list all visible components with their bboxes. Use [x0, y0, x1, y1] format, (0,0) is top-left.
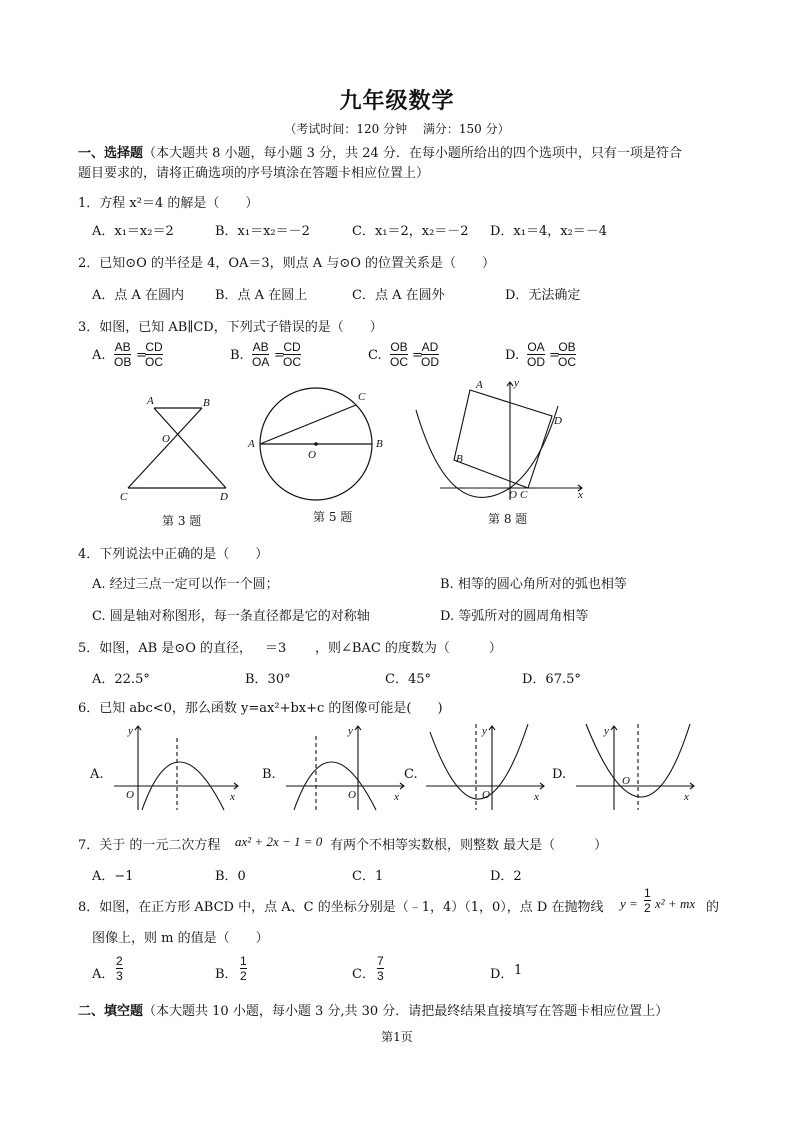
denominator: OC [390, 355, 408, 369]
question-8-stem-mid: 的 [706, 900, 720, 915]
q5-option-a: A．22.5° [92, 672, 150, 687]
axis-label: x [534, 791, 539, 803]
q6-option-d-letter: D. [552, 767, 567, 782]
figure-3-label: D [220, 491, 228, 503]
q8-option-d-value: 1 [514, 963, 523, 978]
numerator: 7 [377, 954, 384, 968]
denominator: OC [558, 355, 576, 369]
figure-8-label: O [509, 489, 517, 501]
q8-eq-fraction [644, 886, 651, 915]
q4-option-c: C. 圆是轴对称图形，每一条直径都是它的对称轴 [92, 609, 370, 624]
figure-8-label: C [520, 489, 528, 501]
question-1-stem: 1．方程 x²＝4 的解是（ ） [78, 196, 259, 211]
section2-heading: 二、填空题 [78, 1004, 144, 1019]
q7-option-c: C．1 [352, 869, 384, 884]
question-7-stem-end: 有两个不相等实数根，则整数 最大是（ ） [330, 838, 608, 853]
q7-option-d: D．2 [490, 869, 522, 884]
section2-desc: （本大题共 10 小题，每小题 3 分,共 30 分．请把最终结果直接填写在答题卡相应位置上） [143, 1004, 669, 1019]
equals-sign: = [136, 348, 147, 363]
question-3-stem: 3．如图，已知 AB∥CD，下列式子错误的是（ ） [78, 320, 383, 335]
axis-label: y [482, 725, 487, 737]
question-7-stem-start: 7．关于 的一元二次方程 [78, 838, 221, 853]
q3-option-a-fraction-2 [145, 340, 163, 369]
q5-option-b: B．30° [245, 672, 291, 687]
axis-label: y [604, 725, 609, 737]
figure-8-label: A [476, 379, 483, 391]
numerator: OB [390, 340, 408, 354]
numerator: 2 [116, 954, 123, 968]
section1-desc-line1: （本大题共 8 小题，每小题 3 分，共 24 分．在每小题所给出的四个选项中，只有一项是符合 [143, 146, 682, 161]
figure-8-caption: 第 8 题 [488, 512, 528, 526]
figure-5-caption: 第 5 题 [313, 510, 353, 524]
axis-label: x [394, 791, 399, 803]
q1-option-b: B．x₁＝x₂＝－2 [215, 224, 310, 239]
exam-info: （考试时间：120 分钟 满分：150 分） [284, 122, 510, 136]
figure-8-label: D [554, 415, 562, 427]
axis-label: y [348, 725, 353, 737]
figure-3-label: C [120, 491, 128, 503]
numerator: 1 [644, 886, 651, 900]
figure-3-diagram [110, 388, 250, 508]
figure-3-label: B [203, 397, 210, 409]
figure-5-label: O [308, 449, 316, 461]
q2-option-d: D．无法确定 [505, 288, 581, 303]
q7-option-b: B．0 [215, 869, 246, 884]
q4-option-d: D. 等弧所对的圆周角相等 [440, 609, 589, 624]
q8-option-b-letter: B． [215, 967, 238, 982]
q6-graph-d [570, 720, 700, 812]
figure-3-label: O [162, 433, 170, 445]
section2-header [78, 1000, 668, 1019]
q2-option-c: C．点 A 在圆外 [352, 288, 445, 303]
q8-option-a-fraction [116, 954, 123, 983]
figure-5-label: B [376, 438, 383, 450]
figure-8-diagram [410, 376, 590, 504]
question-4-stem: 4．下列说法中正确的是（ ） [78, 547, 269, 562]
q3-option-c-letter: C. [368, 348, 382, 363]
q3-option-a-fraction-1 [114, 340, 131, 369]
denominator: 2 [240, 969, 247, 983]
axis-label: O [348, 789, 356, 801]
q2-option-a: A．点 A 在圆内 [92, 288, 185, 303]
question-5-stem-start: 5．如图，AB 是⊙O 的直径， [78, 641, 253, 656]
denominator: OC [283, 355, 301, 369]
q6-graph-c [420, 720, 550, 812]
denominator: OB [114, 355, 132, 369]
question-5-stem-end: ，则∠BAC 的度数为（ ） [315, 641, 502, 656]
q2-option-b: B．点 A 在圆上 [215, 288, 308, 303]
numerator: OB [558, 340, 576, 354]
page-number: 第1页 [381, 1030, 413, 1044]
q6-graph-b [280, 720, 410, 812]
q7-option-a: A．−1 [92, 869, 134, 884]
q5-option-c: C．45° [385, 672, 431, 687]
q1-option-a: A．x₁＝x₂＝2 [92, 224, 174, 239]
q4-option-b: B. 相等的圆心角所对的弧也相等 [440, 577, 627, 592]
question-8-stem-start: 8．如图，在正方形 ABCD 中，点 A、C 的坐标分别是（﹣1，4）（1，0），点 D 在抛物线 [78, 900, 604, 915]
denominator: OD [421, 355, 439, 369]
figure-8-label: x [578, 489, 583, 501]
figure-5-diagram [240, 384, 400, 508]
question-6-stem: 6．已知 abc<0，那么函数 y=ax²+bx+c 的图像可能是( ) [78, 701, 443, 716]
q8-option-d-letter: D． [490, 967, 514, 982]
q8-option-c-letter: C． [352, 967, 375, 982]
axis-label: O [622, 775, 630, 787]
numerator: AD [421, 340, 439, 354]
q8-option-a-letter: A． [92, 967, 115, 982]
section1-heading: 一、选择题 [78, 146, 144, 161]
denominator: OA [252, 355, 270, 369]
figure-3-caption: 第 3 题 [162, 514, 202, 528]
q8-eq-rest: x² + mx [655, 896, 696, 911]
numerator: CD [145, 340, 163, 354]
question-8-stem-end: 图像上，则 m 的值是（ ） [92, 931, 269, 946]
q8-option-b-fraction [240, 954, 247, 983]
axis-label: x [230, 791, 235, 803]
figure-8-label: B [456, 453, 463, 465]
figure-8-label: y [514, 377, 519, 389]
q1-option-d: D．x₁＝4，x₂＝－4 [490, 224, 608, 239]
numerator: CD [283, 340, 301, 354]
numerator: OA [527, 340, 545, 354]
denominator: OC [145, 355, 163, 369]
q3-option-a-letter: A. [92, 348, 106, 363]
figure-5-label: C [358, 391, 366, 403]
denominator: OD [527, 355, 545, 369]
q3-option-d-fraction-1 [527, 340, 545, 369]
numerator: 1 [240, 954, 247, 968]
q3-option-b-letter: B. [230, 348, 244, 363]
axis-label: y [128, 725, 133, 737]
q3-option-d-letter: D. [505, 348, 520, 363]
q4-option-a: A. 经过三点一定可以作一个圆； [92, 577, 279, 592]
q6-option-b-letter: B. [262, 767, 276, 782]
q3-option-b-fraction-1 [252, 340, 269, 369]
question-7-equation: ax² + 2x − 1 = 0 [235, 834, 323, 849]
q1-option-c: C．x₁＝2，x₂＝－2 [352, 224, 469, 239]
section1-desc-line2: 题目要求的，请将正确选项的序号填涂在答题卡相应位置上） [78, 166, 430, 181]
numerator: AB [252, 340, 269, 354]
q8-option-c-fraction [377, 954, 384, 983]
denominator: 3 [116, 969, 123, 983]
page-title: 九年级数学 [339, 89, 455, 114]
axis-label: O [482, 789, 490, 801]
numerator: AB [114, 340, 131, 354]
question-2-stem: 2．已知⊙O 的半径是 4，OA＝3，则点 A 与⊙O 的位置关系是（ ） [78, 256, 496, 271]
q6-option-c-letter: C. [404, 767, 418, 782]
denominator: 2 [644, 901, 651, 915]
q5-option-d: D．67.5° [522, 672, 581, 687]
q6-option-a-letter: A. [90, 767, 104, 782]
equals-sign: = [412, 348, 423, 363]
section1-header [78, 142, 682, 161]
question-5-stem-middle: ＝3 [265, 641, 287, 656]
q3-option-b-fraction-2 [283, 340, 301, 369]
axis-label: x [684, 791, 689, 803]
denominator: 3 [377, 969, 384, 983]
axis-label: O [126, 789, 134, 801]
equals-sign: = [549, 348, 560, 363]
figure-5-label: A [248, 438, 255, 450]
q6-graph-a [106, 720, 246, 812]
q3-option-c-fraction-1 [390, 340, 408, 369]
q8-eq-y: y = [620, 896, 638, 911]
equals-sign: = [274, 348, 285, 363]
q3-option-d-fraction-2 [558, 340, 576, 369]
figure-3-label: A [147, 395, 154, 407]
q3-option-c-fraction-2 [421, 340, 439, 369]
